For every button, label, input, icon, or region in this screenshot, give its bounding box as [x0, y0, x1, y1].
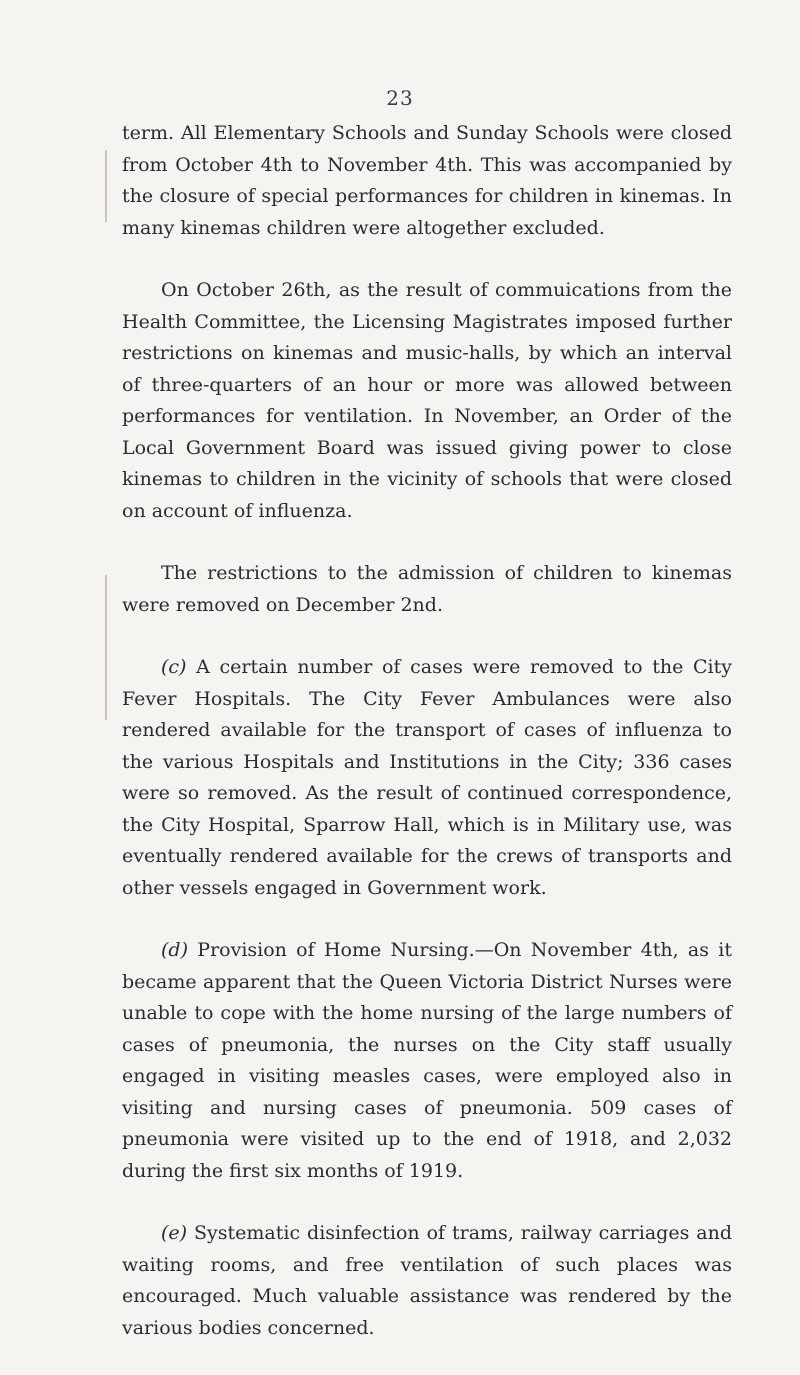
item-marker-c: (c) [161, 656, 187, 678]
paragraph-licensing-restrictions: On October 26th, as the result of commuications from the Health Committee, the Licensing Magistrates imposed further restrictions on kinemas and music-halls, by which an interval of three-quarters of an hour or more was allowed between performances for ventilation. In November, an Order of the Local Government Board was issued giving power to close kinemas to children in the vicinity of schools that were closed on account of influenza. [122, 279, 732, 522]
paragraph-home-nursing [122, 935, 732, 1187]
paragraph-text: Provision of Home Nursing.—On November 4th, as it became apparent that the Queen Victoria District Nurses were unable to cope with the home nursing of the large numbers of cases of pneumonia, the nurses on the City staff usually engaged in visiting measles cases, were employed also in visiting and nursing cases of pneumonia. 509 cases of pneumonia were visited up to the end of 1918, and 2,032 during the first six months of 1919. [122, 939, 732, 1182]
paragraph-restrictions-removed: The restrictions to the admission of children to kinemas were removed on December 2nd. [122, 562, 732, 616]
item-marker-d: (d) [161, 939, 188, 961]
binding-mark [105, 150, 107, 222]
paragraph-text: Systematic disinfection of trams, railway carriages and waiting rooms, and free ventilation of such places was encouraged. Much valuable assistance was rendered by the various bodies concerned. [122, 1222, 732, 1339]
paragraph-text: A certain number of cases were removed to the City Fever Hospitals. The City Fever Ambulances were also rendered available for the transport of cases of influenza to the various Hospitals and Institutions in the City; 336 cases were so removed. As the result of continued correspondence, the City Hospital, Sparrow Hall, which is in Military use, was eventually rendered available for the crews of transports and other vessels engaged in Government work. [122, 656, 732, 899]
paragraph-continuation: term. All Elementary Schools and Sunday Schools were closed from October 4th to November 4th. This was accompanied by the closure of special performances for children in kinemas. In many kinemas children were altogether excluded. [122, 122, 732, 239]
body-text [122, 118, 732, 1375]
binding-mark [105, 575, 107, 720]
item-marker-e: (e) [161, 1222, 188, 1244]
page-number: 23 [386, 86, 414, 110]
paragraph-fever-hospitals [122, 652, 732, 904]
paragraph-disinfection [122, 1218, 732, 1344]
